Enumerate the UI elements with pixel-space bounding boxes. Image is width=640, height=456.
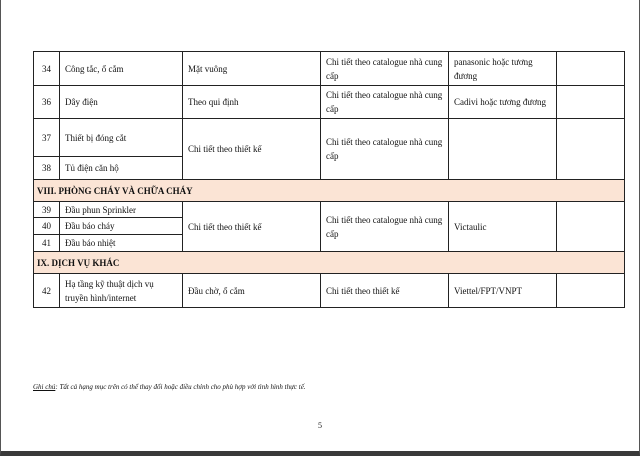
item-brand: Cadivi hoặc tương đương — [449, 86, 557, 119]
item-spec: Chi tiết theo thiết kế — [183, 119, 321, 180]
item-note — [557, 119, 625, 180]
item-spec: Mặt vuông — [183, 52, 321, 86]
item-spec: Chi tiết theo thiết kế — [183, 202, 321, 252]
item-note — [557, 202, 625, 252]
item-name: Hạ tầng kỹ thuật dịch vụ truyền hình/internet — [60, 274, 183, 308]
item-name: Công tắc, ổ cắm — [60, 52, 183, 86]
item-brand — [449, 119, 557, 180]
section-title: IX. DỊCH VỤ KHÁC — [34, 252, 625, 274]
section-title: VIII. PHÒNG CHÁY VÀ CHỮA CHÁY — [34, 180, 625, 202]
row-number: 41 — [34, 235, 60, 252]
row-number: 34 — [34, 52, 60, 86]
row-number: 42 — [34, 274, 60, 308]
item-name: Thiết bị đóng cắt — [60, 119, 183, 157]
item-brand: Viettel/FPT/VNPT — [449, 274, 557, 308]
item-name: Dây điện — [60, 86, 183, 119]
item-note — [557, 52, 625, 86]
item-name: Đầu báo cháy — [60, 218, 183, 235]
row-number: 40 — [34, 218, 60, 235]
footnote-text: : Tất cả hạng mục trên có thể thay đổi hoặc điều chỉnh cho phù hợp với tình hình thực tế. — [55, 383, 306, 391]
item-name: Đầu báo nhiệt — [60, 235, 183, 252]
item-note — [557, 274, 625, 308]
page-number: 5 — [318, 421, 322, 430]
item-spec: Theo qui định — [183, 86, 321, 119]
item-spec: Đầu chờ, ổ cắm — [183, 274, 321, 308]
item-detail: Chi tiết theo catalogue nhà cung cấp — [321, 202, 449, 252]
table-row — [34, 202, 625, 218]
item-detail: Chi tiết theo catalogue nhà cung cấp — [321, 86, 449, 119]
footnote — [33, 383, 306, 391]
item-name: Đầu phun Sprinkler — [60, 202, 183, 218]
table-row — [34, 274, 625, 308]
table-row — [34, 52, 625, 86]
footnote-label: Ghi chú — [33, 383, 56, 391]
row-number: 38 — [34, 157, 60, 180]
item-note — [557, 86, 625, 119]
item-detail: Chi tiết theo catalogue nhà cung cấp — [321, 119, 449, 180]
row-number: 37 — [34, 119, 60, 157]
section-header-fire-protection — [34, 180, 625, 202]
section-header-other-services — [34, 252, 625, 274]
item-detail: Chi tiết theo thiết kế — [321, 274, 449, 308]
row-number: 36 — [34, 86, 60, 119]
item-brand: Victaulic — [449, 202, 557, 252]
materials-table — [33, 51, 625, 308]
table-row — [34, 119, 625, 157]
item-brand: panasonic hoặc tương đương — [449, 52, 557, 86]
item-detail: Chi tiết theo catalogue nhà cung cấp — [321, 52, 449, 86]
item-name: Tủ điện căn hộ — [60, 157, 183, 180]
table-row — [34, 86, 625, 119]
row-number: 39 — [34, 202, 60, 218]
